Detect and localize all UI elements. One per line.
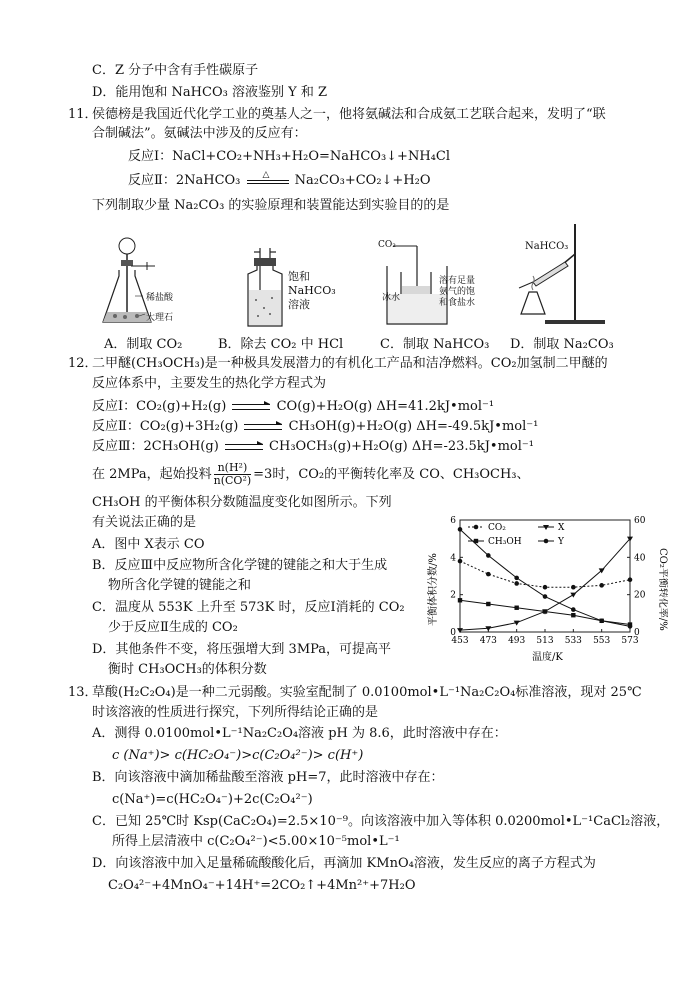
chart-legend-label: CH₃OH <box>488 537 522 547</box>
apparatus-c-label-icewater: 冰水 <box>382 293 401 303</box>
chart-data-point <box>571 607 576 612</box>
chart-data-point <box>543 609 547 613</box>
apparatus-a-flask-icon <box>95 232 195 330</box>
q11-reaction-2-right: Na₂CO₃+CO₂↓+H₂O <box>294 173 431 188</box>
apparatus-b-label-2: NaHCO₃ <box>288 284 336 297</box>
q12-stem-line2: 反应体系中，主要发生的热化学方程式为 <box>92 376 327 391</box>
q12-reaction-3-left: 反应Ⅲ：2CH₃OH(g) <box>92 439 219 454</box>
q13-option-a-line1: A．测得 0.0100mol•L⁻¹Na₂C₂O₄溶液 pH 为 8.6，此时溶液中存在： <box>92 726 507 741</box>
apparatus-d-heating-tube-icon <box>515 218 610 330</box>
chart-data-point <box>571 585 576 590</box>
apparatus-b-washbottle-icon <box>240 248 290 328</box>
q12-condition-line2: CH₃OH 的平衡体积分数随温度变化如图所示。下列 <box>92 495 392 510</box>
equilibrium-arrow-icon <box>223 441 265 453</box>
chart-data-point <box>543 585 548 590</box>
chart-legend-marker <box>544 539 549 544</box>
q11-reaction-1: 反应Ⅰ：NaCl+CO₂+NH₃+H₂O=NaHCO₃↓+NH₄Cl <box>128 149 450 164</box>
chart-y-left-tick-label: 6 <box>450 516 456 526</box>
chart-ylabel-left: 平衡体积分数/% <box>428 553 439 626</box>
q11-number: 11． <box>68 107 98 122</box>
chart-data-point <box>570 593 576 598</box>
q11-stem-line2: 合制碱法”。氨碱法中涉及的反应有： <box>92 126 307 141</box>
chart-y-left-tick-label: 4 <box>450 553 456 564</box>
q12-condition-prefix: 在 2MPa，起始投料 <box>92 467 212 482</box>
q12-condition-suffix: =3时，CO₂的平衡转化率及 CO、CH₃OCH₃、 <box>253 467 530 482</box>
q13-stem-line1: 草酸(H₂C₂O₄)是一种二元弱酸。实验室配制了 0.0100mol•L⁻¹Na₂C₂O₄标准溶液，现对 25℃ <box>92 685 642 700</box>
heat-arrow-icon <box>245 172 291 190</box>
option-d-caption: D．制取 Na₂CO₃ <box>510 337 614 352</box>
apparatus-a-label-acid: 稀盐酸 <box>146 293 174 303</box>
q12-condition-line1 <box>92 462 530 488</box>
apparatus-c-label-co2: CO₂ <box>378 240 396 250</box>
q12-option-b-line1: B．反应Ⅲ中反应物所含化学键的键能之和大于生成 <box>92 558 388 573</box>
chart-data-point <box>458 598 462 602</box>
heat-condition: △ <box>262 170 270 180</box>
chart-legend-label: X <box>558 523 565 533</box>
equilibrium-arrow-icon <box>242 421 284 433</box>
q12-reaction-3-right: CH₃OCH₃(g)+H₂O(g) ΔH=-23.5kJ•mol⁻¹ <box>269 439 534 454</box>
chart-legend-marker <box>474 525 479 530</box>
equilibrium-arrow-icon <box>230 401 272 413</box>
chart-y-left-tick-label: 0 <box>450 628 456 638</box>
apparatus-c-label-solution-2: 氨气的饱 <box>439 287 476 297</box>
chart-x-tick-label: 533 <box>564 636 582 646</box>
q10-option-d: D．能用饱和 NaHCO₃ 溶液鉴别 Y 和 Z <box>92 85 327 100</box>
chart-data-point <box>486 602 490 606</box>
apparatus-b-label-3: 溶液 <box>288 298 310 311</box>
q13-option-c-line2: 所得上层清液中 c(C₂O₄²⁻)<5.00×10⁻⁵mol•L⁻¹ <box>112 834 400 849</box>
q12-option-d-line2: 衡时 CH₃OCH₃的体积分数 <box>108 662 267 677</box>
chart-data-point <box>514 576 519 581</box>
chart-x-tick-label: 473 <box>479 636 497 646</box>
apparatus-a-label-marble: 大理石 <box>146 313 174 323</box>
apparatus-c-label-solution-1: 溶有足量 <box>439 276 476 286</box>
feed-ratio-fraction <box>214 462 252 487</box>
q13-option-c-line1: C．已知 25℃时 Ksp(CaC₂O₄)=2.5×10⁻⁹。向该溶液中加入等体积 0.0200mol•L⁻¹CaCl₂溶液， <box>92 814 670 829</box>
chart-plot-frame <box>460 520 630 632</box>
chart-series-0 <box>458 559 633 590</box>
chart-xlabel: 温度/K <box>532 652 563 663</box>
chart-data-point <box>514 606 518 610</box>
chart-data-point <box>628 577 633 582</box>
chart-legend-label: Y <box>558 537 564 547</box>
q11-reaction-2 <box>128 172 431 190</box>
q11-reaction-2-left: 反应Ⅱ：2NaHCO₃ <box>128 173 241 188</box>
q13-option-d-line2: C₂O₄²⁻+4MnO₄⁻+14H⁺=2CO₂↑+4Mn²⁺+7H₂O <box>108 878 416 893</box>
apparatus-b-label-1: 饱和 <box>288 270 310 283</box>
chart-x-tick-label: 453 <box>451 636 469 646</box>
q12-number: 12． <box>68 356 98 371</box>
chart-ylabel-right: CO₂平衡转化率/% <box>657 548 668 631</box>
q13-option-b-line1: B．向该溶液中滴加稀盐酸至溶液 pH=7，此时溶液中存在： <box>92 770 444 785</box>
chart-data-point <box>599 619 604 624</box>
chart-data-point <box>599 583 604 588</box>
q12-condition-line3: 有关说法正确的是 <box>92 515 197 530</box>
q13-stem-line2: 时该溶液的性质进行探究，下列所得结论正确的是 <box>92 705 379 720</box>
equilibrium-chart <box>424 508 668 664</box>
q12-reaction-2-left: 反应Ⅱ：CO₂(g)+3H₂(g) <box>92 419 239 434</box>
chart-y-right-tick-label: 20 <box>634 590 646 601</box>
chart-y-right-tick-label: 40 <box>634 553 646 564</box>
q12-reaction-2-right: CH₃OH(g)+H₂O(g) ΔH=-49.5kJ•mol⁻¹ <box>288 419 539 434</box>
q12-option-c-line2: 少于反应Ⅱ生成的 CO₂ <box>108 620 238 635</box>
option-b-caption: B．除去 CO₂ 中 HCl <box>218 337 344 352</box>
chart-x-tick-label: 513 <box>536 636 554 646</box>
chart-data-point <box>458 527 463 532</box>
feed-ratio-denominator: n(CO²) <box>213 474 252 487</box>
q12-option-d-line1: D．其他条件不变，将压强增大到 3MPa，可提高平 <box>92 642 392 657</box>
chart-legend-marker <box>474 539 478 543</box>
chart-data-point <box>486 553 491 558</box>
q13-option-a-line2: c (Na⁺)> c(HC₂O₄⁻)>c(C₂O₄²⁻)> c(H⁺) <box>112 748 364 763</box>
q13-option-d-line1: D．向该溶液中加入足量稀硫酸酸化后，再滴加 KMnO₄溶液，发生反应的离子方程式为 <box>92 856 596 871</box>
chart-data-point <box>571 613 575 617</box>
apparatus-d-label: NaHCO₃ <box>525 241 569 252</box>
q11-question: 下列制取少量 Na₂CO₃ 的实验原理和装置能达到实验目的的是 <box>92 198 450 213</box>
chart-y-left-tick-label: 2 <box>450 590 456 601</box>
option-c-caption: C．制取 NaHCO₃ <box>380 337 490 352</box>
chart-x-tick-label: 553 <box>593 636 611 646</box>
chart-x-tick-label: 573 <box>621 636 639 646</box>
q12-reaction-1 <box>92 398 494 416</box>
chart-data-point <box>514 581 519 586</box>
q12-reaction-2 <box>92 418 538 436</box>
apparatus-c-label-solution-3: 和食盐水 <box>439 298 476 308</box>
q12-option-c-line1: C．温度从 553K 上升至 573K 时，反应Ⅰ消耗的 CO₂ <box>92 600 405 615</box>
chart-series-2 <box>458 598 632 627</box>
chart-x-tick-label: 493 <box>508 636 526 646</box>
q12-stem-line1: 二甲醚(CH₃OCH₃)是一种极具发展潜力的有机化工产品和洁净燃料。CO₂加氢制二甲醚的 <box>92 356 608 371</box>
option-a-caption: A．制取 CO₂ <box>104 337 183 352</box>
chart-data-point <box>486 572 491 577</box>
chart-data-point <box>628 624 633 629</box>
chart-series-line <box>460 561 630 587</box>
chart-data-point <box>543 594 548 599</box>
chart-data-point <box>458 559 463 564</box>
q12-reaction-1-left: 反应Ⅰ：CO₂(g)+H₂(g) <box>92 399 227 414</box>
q13-number: 13． <box>68 685 98 700</box>
chart-y-right-tick-label: 0 <box>634 628 640 638</box>
q13-option-b-line2: c(Na⁺)=c(HC₂O₄⁻)+2c(C₂O₄²⁻) <box>112 792 313 807</box>
q10-option-c: C．Z 分子中含有手性碳原子 <box>92 63 259 78</box>
chart-y-right-tick-label: 60 <box>634 516 646 526</box>
feed-ratio-numerator: n(H²) <box>214 462 252 475</box>
chart-legend-label: CO₂ <box>488 523 506 533</box>
q12-reaction-1-right: CO(g)+H₂O(g) ΔH=41.2kJ•mol⁻¹ <box>276 399 495 414</box>
q12-option-b-line2: 物所含化学键的键能之和 <box>108 578 252 593</box>
q12-option-a: A．图中 X表示 CO <box>92 537 205 552</box>
q11-stem-line1: 侯德榜是我国近代化学工业的奠基人之一，他将氨碱法和合成氨工艺联合起来，发明了“联 <box>92 107 606 122</box>
q12-reaction-3 <box>92 438 534 456</box>
